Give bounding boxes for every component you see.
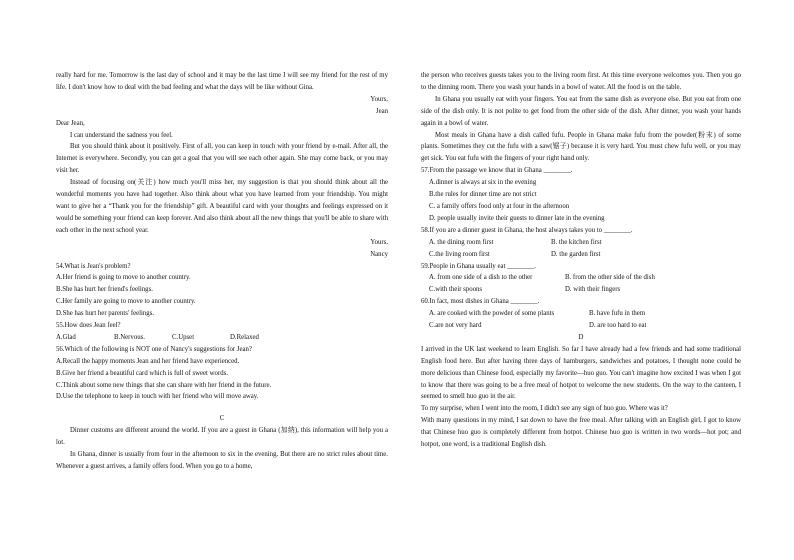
question-57-option-a: A.dinner is always at six in the evening xyxy=(429,179,537,187)
section-c-heading: C xyxy=(219,415,225,423)
question-58-option-a: A. the dining room first xyxy=(429,238,494,246)
passage-c-continued: the person who receives guests takes you to the living room first. At this time everyone welcomes you. Then you go to the dinning room. There you wash your hands in a bowl of water. All the food is on the table. xyxy=(421,72,741,91)
question-57-option-c: C. a family offers food only at four in the afternoon xyxy=(429,202,570,210)
question-55-option-b: B.Nervous. xyxy=(114,333,145,341)
question-54: 54.What is Jean's problem? xyxy=(56,262,131,270)
question-58-option-b: B. the kitchen first xyxy=(551,238,602,246)
reply-paragraph-2: But you should think about it positively. First of all, you can keep in touch with your friend by e-mail. After all, the Internet is everywhere. Secondly, you can get a goal that you will see each other again. She may come back, or you may visit her. xyxy=(56,143,388,175)
passage-d-paragraph-2: To my surprise, when I went into the room, I didn't see any sign of huo guo. Where was it? xyxy=(421,405,668,413)
question-60-options-row-2 xyxy=(421,320,741,332)
passage-d-paragraph-1: I arrived in the UK last weekend to learn English. So far I have already had a few friends and had some traditional English food here. But after having three days of hamburgers, sandwiches and potatoes, I thought none could be more delicious than Chinese food, especially my favorite—huo guo. You can't imagine how excited I was when I got to know that there was going to be a free meal of hotpot to welcome the new students. On the way to the canteen, I seemed to smell huo guo in the air. xyxy=(421,345,741,401)
passage-c-paragraph-4: Most meals in Ghana have a dish called fufu. People in Ghana make fufu from the powder(粉末) of some plants. Sometimes they cut the fufu with a saw(锯子) because it is very hard. You must chew fufu well, or you may get sick. You eat fufu with the fingers of your right hand only. xyxy=(421,131,741,163)
question-56-option-d: D.Use the telephone to keep in touch with her friend who will move away. xyxy=(56,393,259,401)
signoff-name-jean: Jean xyxy=(375,107,388,115)
passage-c-paragraph-1: Dinner customs are different around the world. If you are a guest in Ghana (加纳), this information will help you a lot. xyxy=(56,427,388,447)
question-59-options-row-1 xyxy=(421,272,741,284)
reply-paragraph-1: I can understand the sadness you feel. xyxy=(70,131,173,139)
question-58-options-row-2 xyxy=(421,249,741,261)
left-column xyxy=(56,70,388,473)
question-54-option-b: B.She has hurt her friend's feelings. xyxy=(56,286,153,294)
question-56-option-a: A.Recall the happy moments Jean and her friend have experienced. xyxy=(56,357,240,365)
section-d-heading: D xyxy=(578,333,584,341)
question-60-option-a: A. are cooked with the powder of some plants xyxy=(429,310,555,318)
question-54-option-c: C.Her family are going to move to another country. xyxy=(56,298,196,306)
question-57: 57.From the passage we know that in Ghana ________. xyxy=(421,167,573,175)
question-60-option-c: C.are not very hard xyxy=(429,322,482,330)
question-59-option-c: C.with their spoons xyxy=(429,286,483,294)
passage-c-paragraph-3: In Ghana you usually eat with your fingers. You eat from the same dish as everyone else. But you eat from one side of the dish only. It is not polite to get food from the other side of the dish. After dinner, you wash your hands again in a bowl of water. xyxy=(421,95,741,127)
question-59-options-row-2 xyxy=(421,284,741,296)
question-60-option-b: B. have fufu in them xyxy=(589,310,646,318)
question-59-option-b: B. from the other side of the dish xyxy=(565,274,655,282)
question-59: 59.People in Ghana usually eat ________. xyxy=(421,262,536,270)
question-58-option-c: C.the living room first xyxy=(429,250,490,258)
signoff-yours-2: Yours, xyxy=(370,238,388,246)
signoff-yours: Yours, xyxy=(370,95,388,103)
question-55: 55.How does Jean feel? xyxy=(56,322,121,330)
question-55-option-c: C.Upset xyxy=(172,333,195,341)
question-56-option-b: B.Give her friend a beautiful card which is full of sweet words. xyxy=(56,369,228,377)
question-54-option-d: D.She has hurt her parents' feelings. xyxy=(56,310,155,318)
question-57-option-d: D. people usually invite their guests to dinner late in the evening xyxy=(429,214,605,222)
question-55-options xyxy=(56,332,388,344)
passage-d-paragraph-3: With many questions in my mind, I sat down to have the free meal. After talking with an English girl, I got to know that Chinese huo guo is completely different from hotpot. Chinese huo guo is written in two words—hot pot; and hotpot, one word, is a traditional English dish. xyxy=(421,417,741,449)
question-55-option-d: D.Relaxed xyxy=(230,333,259,341)
question-60: 60.In fact, most dishes in Ghana ________. xyxy=(421,298,540,306)
question-59-option-d: D. with their fingers xyxy=(565,286,621,294)
letter-tail-text: really hard for me. Tomorrow is the last day of school and it may be the last time I will see my friend for the rest of my life. I don't know how to deal with the bad feeling and what the days will be like without Gina. xyxy=(56,72,388,91)
question-58-options-row-1 xyxy=(421,237,741,249)
question-55-option-a: A.Glad xyxy=(56,333,76,341)
reply-paragraph-3: Instead of focusing on(关注) how much you'll miss her, my suggestion is that you should think about all the wonderful moments you have had together. Also think about what you have learned from your friendship. You might want to give her a “Thank you for the friendship” gift. A beautiful card with your thoughts and feelings expressed on it would be something your friend can keep forever. And also think about all the new things that you'll be able to share with each other in the next school year. xyxy=(56,179,388,234)
question-56-option-c: C.Think about some new things that she can share with her friend in the future. xyxy=(56,381,272,389)
question-60-option-d: D. are too hard to eat xyxy=(589,322,647,330)
question-60-options-row-1 xyxy=(421,308,741,320)
letter-greeting: Dear Jean, xyxy=(56,119,85,127)
question-54-option-a: A.Her friend is going to move to another country. xyxy=(56,274,191,282)
right-column xyxy=(421,70,741,451)
signoff-name-nancy: Nancy xyxy=(370,250,388,258)
question-58: 58.If you are a dinner guest in Ghana, the host always takes you to ________. xyxy=(421,226,633,234)
passage-c-paragraph-2: In Ghana, dinner is usually from four in the afternoon to six in the evening. But there are no strict rules about time. Whenever a guest arrives, a family offers food. When you go to a home, xyxy=(56,451,388,470)
question-57-option-b: B.the rules for dinner time are not strict xyxy=(429,191,537,199)
question-59-option-a: A. from one side of a dish to the other xyxy=(429,274,533,282)
question-58-option-d: D. the garden first xyxy=(551,250,601,258)
question-56: 56.Which of the following is NOT one of Nancy's suggestions for Jean? xyxy=(56,345,252,353)
